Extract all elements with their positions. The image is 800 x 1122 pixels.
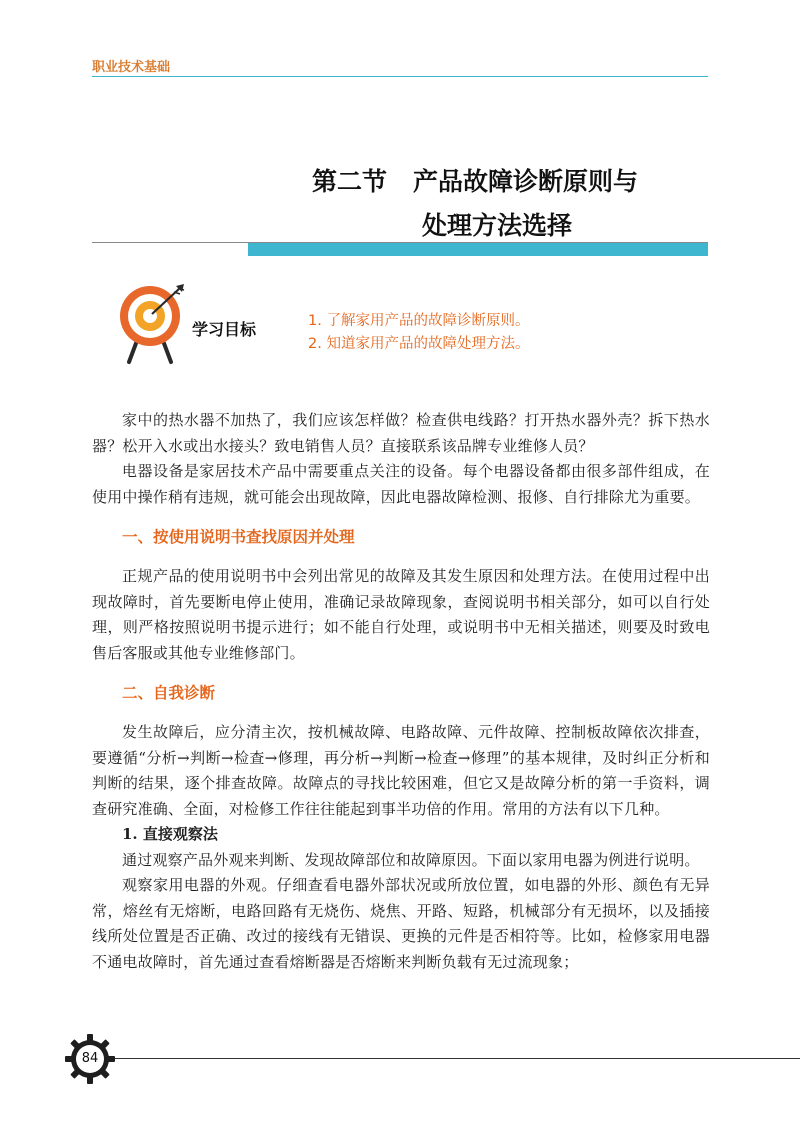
- title-accent-bar: [248, 243, 708, 256]
- method1-paragraph: 观察家用电器的外观。仔细查看电器外部状况或所放位置，如电器的外形、颜色有无异常，熔丝有无熔断，电路回路有无烧伤、烧焦、开路、短路，机械部分有无损坏，以及插接线所处位置是否正确、改过的接线有无错误、更换的元件是否相符等。比如，检修家用电器不通电故障时，首先通过查看熔断器是否熔断来判断负载有无过流现象；: [92, 876, 710, 971]
- footer-divider: [92, 1058, 800, 1059]
- section-title: [312, 160, 732, 248]
- part1-paragraph: 正规产品的使用说明书中会列出常见的故障及其发生原因和处理方法。在使用过程中出现故障时，首先要断电停止使用，准确记录故障现象，查阅说明书相关部分，如可以自行处理，则严格按照说明书提示进行；如不能自行处理，或说明书中无相关描述，则要及时致电售后客服或其他专业维修部门。: [92, 567, 710, 662]
- header-divider: [92, 76, 708, 77]
- learning-goal-item: 1. 了解家用产品的故障诊断原则。: [308, 313, 530, 329]
- heading-part1: 一、按使用说明书查找原因并处理: [122, 528, 355, 546]
- method1-title: 1. 直接观察法: [122, 825, 218, 843]
- section-title-text1: 产品故障诊断原则与: [413, 167, 639, 196]
- section-title-line1: [312, 160, 732, 204]
- learning-goals-label: 学习目标: [192, 320, 257, 339]
- part2-paragraph: 发生故障后，应分清主次，按机械故障、电路故障、元件故障、控制板故障依次排查，要遵循“分析→判断→检查→修理，再分析→判断→检查→修理”的基本规律，及时纠正分析和判断的结果，逐个排查故障。故障点的寻找比较困难，但它又是故障分析的第一手资料，调查研究准确、全面，对检修工作往往能起到事半功倍的作用。常用的方法有以下几种。: [92, 723, 710, 818]
- section-number: 第二节: [312, 167, 388, 196]
- body-text: [92, 408, 710, 975]
- heading-part2: 二、自我诊断: [122, 684, 216, 702]
- intro-paragraph: 电器设备是家居技术产品中需要重点关注的设备。每个电器设备都由很多部件组成，在使用中操作稍有违规，就可能会出现故障，因此电器故障检测、报修、自行排除尤为重要。: [92, 462, 710, 506]
- page-number: 84: [81, 1051, 99, 1066]
- section-title-text2: 处理方法选择: [422, 211, 573, 240]
- target-icon: [116, 282, 196, 366]
- learning-goal-item: 2. 知道家用产品的故障处理方法。: [308, 336, 530, 352]
- intro-paragraph: 家中的热水器不加热了，我们应该怎样做？检查供电线路？打开热水器外壳？拆下热水器？松开入水或出水接头？致电销售人员？直接联系该品牌专业维修人员？: [92, 411, 710, 455]
- method1-paragraph: 通过观察产品外观来判断、发现故障部位和故障原因。下面以家用电器为例进行说明。: [122, 850, 700, 869]
- learning-goals-list: [308, 310, 529, 356]
- running-header: 职业技术基础: [92, 60, 171, 75]
